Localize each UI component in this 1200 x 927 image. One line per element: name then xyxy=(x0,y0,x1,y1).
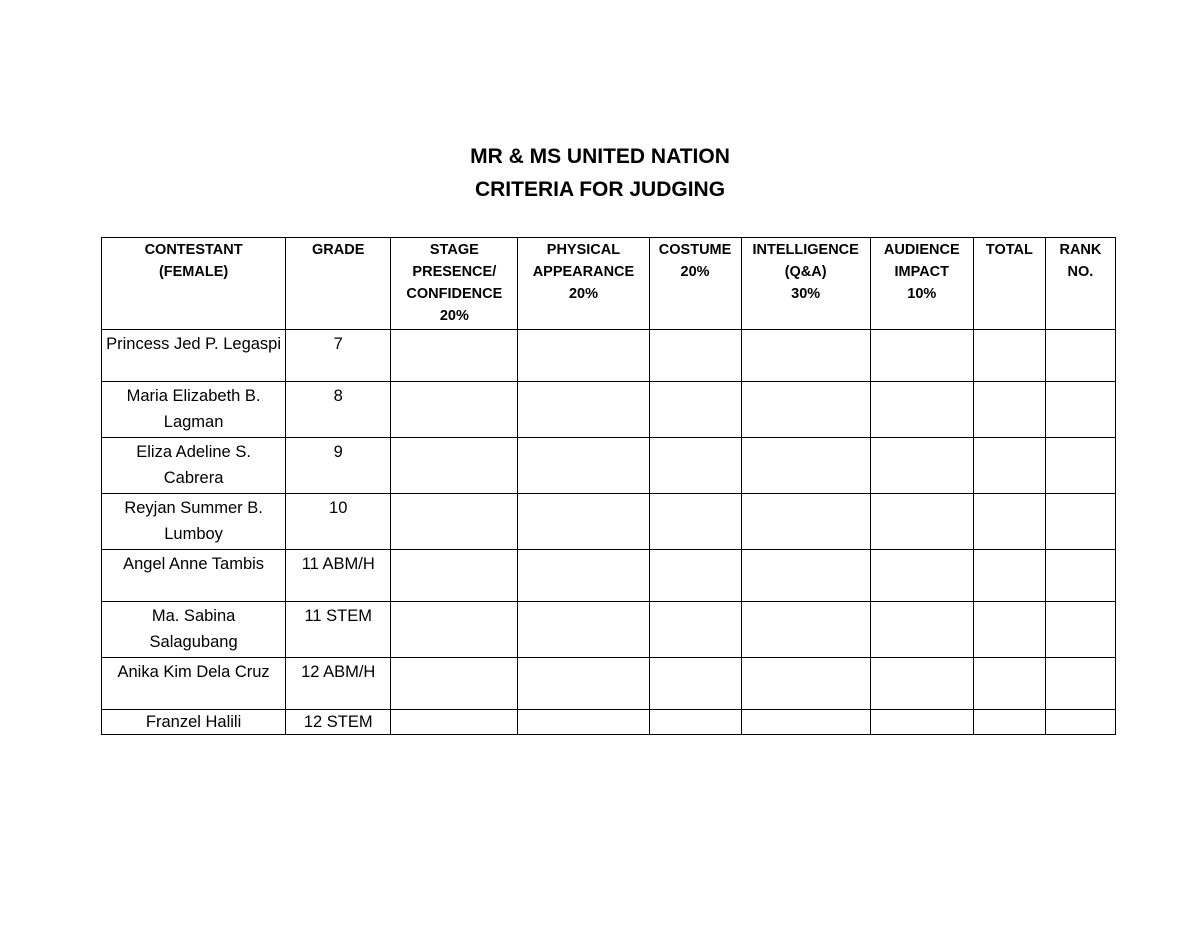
score-cell-stage xyxy=(391,710,518,735)
score-cell-intelligence xyxy=(741,710,870,735)
score-cell-physical xyxy=(518,330,649,382)
score-cell-costume xyxy=(649,602,741,658)
score-cell-audience xyxy=(870,550,973,602)
score-cell-costume xyxy=(649,658,741,710)
header-costume: COSTUME 20% xyxy=(649,238,741,330)
header-rank: RANK NO. xyxy=(1045,238,1115,330)
score-cell-total xyxy=(973,602,1045,658)
score-cell-total xyxy=(973,382,1045,438)
score-cell-intelligence xyxy=(741,382,870,438)
table-row xyxy=(102,550,1116,602)
score-cell-rank xyxy=(1045,710,1115,735)
contestant-name: Eliza Adeline S. Cabrera xyxy=(102,438,286,494)
table-row xyxy=(102,330,1116,382)
score-cell-intelligence xyxy=(741,602,870,658)
contestant-grade: 12 STEM xyxy=(286,710,391,735)
header-physical-appearance: PHYSICAL APPEARANCE 20% xyxy=(518,238,649,330)
table-row xyxy=(102,494,1116,550)
score-cell-rank xyxy=(1045,494,1115,550)
contestant-name: Princess Jed P. Legaspi xyxy=(102,330,286,382)
score-cell-audience xyxy=(870,494,973,550)
contestant-name: Anika Kim Dela Cruz xyxy=(102,658,286,710)
score-cell-rank xyxy=(1045,658,1115,710)
table-row xyxy=(102,658,1116,710)
document-title xyxy=(0,140,1200,206)
score-cell-costume xyxy=(649,550,741,602)
contestant-grade: 9 xyxy=(286,438,391,494)
score-cell-stage xyxy=(391,438,518,494)
contestant-grade: 8 xyxy=(286,382,391,438)
contestant-grade: 10 xyxy=(286,494,391,550)
score-cell-audience xyxy=(870,658,973,710)
header-intelligence: INTELLIGENCE (Q&A) 30% xyxy=(741,238,870,330)
header-contestant: CONTESTANT (FEMALE) xyxy=(102,238,286,330)
header-grade: GRADE xyxy=(286,238,391,330)
contestant-name: Angel Anne Tambis xyxy=(102,550,286,602)
table-row xyxy=(102,602,1116,658)
score-cell-audience xyxy=(870,710,973,735)
score-cell-total xyxy=(973,438,1045,494)
score-cell-audience xyxy=(870,438,973,494)
score-cell-audience xyxy=(870,330,973,382)
score-cell-total xyxy=(973,330,1045,382)
score-cell-rank xyxy=(1045,550,1115,602)
header-stage-presence: STAGE PRESENCE/ CONFIDENCE 20% xyxy=(391,238,518,330)
score-cell-rank xyxy=(1045,602,1115,658)
contestant-grade: 11 STEM xyxy=(286,602,391,658)
contestant-grade: 12 ABM/H xyxy=(286,658,391,710)
score-cell-costume xyxy=(649,494,741,550)
score-cell-stage xyxy=(391,602,518,658)
score-cell-audience xyxy=(870,382,973,438)
score-cell-physical xyxy=(518,710,649,735)
score-cell-total xyxy=(973,710,1045,735)
contestant-grade: 7 xyxy=(286,330,391,382)
score-cell-stage xyxy=(391,550,518,602)
contestant-name: Franzel Halili xyxy=(102,710,286,735)
title-line-2: CRITERIA FOR JUDGING xyxy=(474,178,726,201)
score-cell-costume xyxy=(649,382,741,438)
score-cell-costume xyxy=(649,438,741,494)
score-cell-rank xyxy=(1045,438,1115,494)
score-cell-intelligence xyxy=(741,438,870,494)
table-row xyxy=(102,438,1116,494)
table-row xyxy=(102,382,1116,438)
table-row xyxy=(102,710,1116,735)
score-cell-total xyxy=(973,494,1045,550)
score-cell-intelligence xyxy=(741,330,870,382)
score-cell-physical xyxy=(518,602,649,658)
score-cell-physical xyxy=(518,494,649,550)
score-cell-total xyxy=(973,550,1045,602)
judging-table xyxy=(101,237,1116,735)
score-cell-total xyxy=(973,658,1045,710)
contestant-name: Ma. Sabina Salagubang xyxy=(102,602,286,658)
score-cell-intelligence xyxy=(741,658,870,710)
score-cell-rank xyxy=(1045,382,1115,438)
score-cell-physical xyxy=(518,438,649,494)
score-cell-audience xyxy=(870,602,973,658)
score-cell-costume xyxy=(649,710,741,735)
score-cell-stage xyxy=(391,658,518,710)
contestant-name: Reyjan Summer B. Lumboy xyxy=(102,494,286,550)
score-cell-costume xyxy=(649,330,741,382)
score-cell-physical xyxy=(518,382,649,438)
header-row xyxy=(102,238,1116,330)
contestant-grade: 11 ABM/H xyxy=(286,550,391,602)
score-cell-physical xyxy=(518,550,649,602)
score-cell-physical xyxy=(518,658,649,710)
contestant-name: Maria Elizabeth B. Lagman xyxy=(102,382,286,438)
score-cell-intelligence xyxy=(741,494,870,550)
score-cell-rank xyxy=(1045,330,1115,382)
score-cell-stage xyxy=(391,382,518,438)
score-cell-stage xyxy=(391,494,518,550)
title-line-1: MR & MS UNITED NATION xyxy=(470,145,730,168)
header-audience-impact: AUDIENCE IMPACT 10% xyxy=(870,238,973,330)
header-total: TOTAL xyxy=(973,238,1045,330)
score-cell-stage xyxy=(391,330,518,382)
score-cell-intelligence xyxy=(741,550,870,602)
